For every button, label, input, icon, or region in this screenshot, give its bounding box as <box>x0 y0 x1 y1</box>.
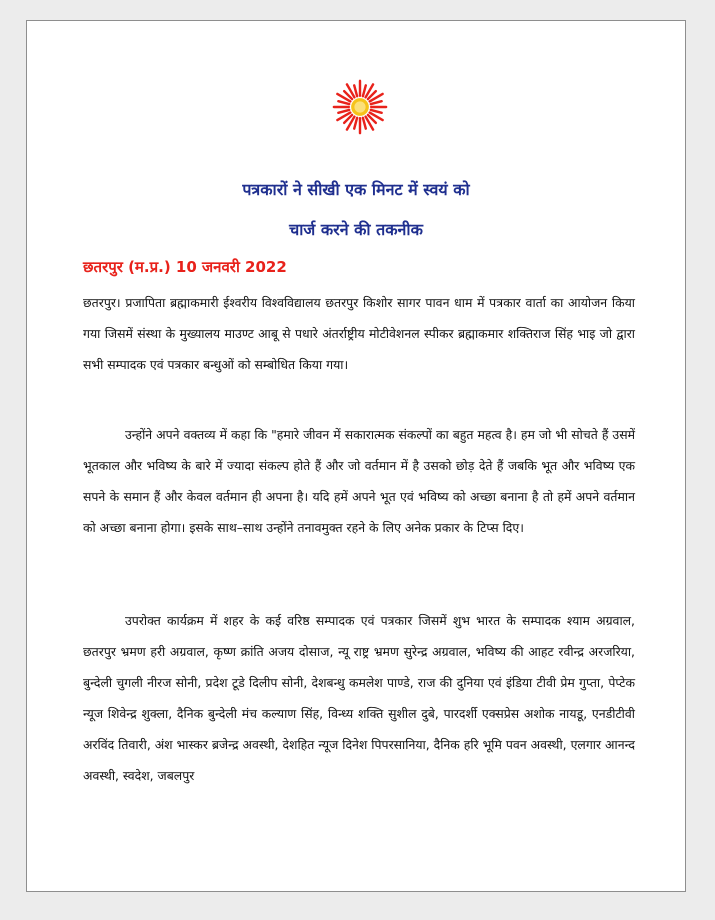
logo-ray <box>338 110 349 113</box>
logo-ray <box>354 118 357 129</box>
paragraph-2: उन्होंने अपने वक्तव्य में कहा कि "हमारे जीवन में सकारात्मक संकल्पों का बहुत महत्व है। हम जो भी सोचते हैं उसमें भूतकाल और भविष्य के बारे में ज्यादा संकल्प होते हैं और जो वर्तमान में है उसको छोड़ देते हैं जबकि भूत और भविष्य एक सपने के समान हैं और केवल वर्तमान ही अपना है। यदि हमें अपने भूत एवं भविष्य को अच्छा बनाना है तो हमें अपने वर्तमान को अच्छा बनाना होगा। इसके साथ–साथ उन्होंने तनावमुक्त रहने के लिए अनेक प्रकार के टिप्स दिए। <box>83 427 635 535</box>
dateline: छतरपुर (म.प्र.) 10 जनवरी 2022 <box>83 258 287 276</box>
paragraph-1: छतरपुर। प्रजापिता ब्रह्माकमारी ईश्वरीय विश्वविद्यालय छतरपुर किशोर सागर पावन धाम में पत्रकार वार्ता का आयोजन किया गया जिसमें संस्था के मुख्यालय माउण्ट आबू से पधारे अंतर्राष्ट्रीय मोटीवेशनल स्पीकर ब्रह्माकमार शक्तिराज सिंह भाइ जो द्वारा सभी सम्पादक एवं पत्रकार बन्धुओं को सम्बोधित किया गया। <box>83 295 635 372</box>
paragraph-3: उपरोक्त कार्यक्रम में शहर के कई वरिष्ठ सम्पादक एवं पत्रकार जिसमें शुभ भारत के सम्पादक श्याम अग्रवाल, छतरपुर भ्रमण हरी अग्रवाल, कृष्ण क्रांति अजय दोसाज, न्यू राष्ट्र भ्रमण सुरेन्द्र अग्रवाल, भविष्य की आहट रवीन्द्र अरजरिया, बुन्देली चुगली नीरज सोनी, प्रदेश टूडे दिलीप सोनी, देशबन्धु कमलेश पाण्डे, राज की दुनिया एवं इंडिया टीवी प्रेम गुप्ता, पेप्टेक न्यूज शिवेन्द्र शुक्ला, दैनिक बुन्देली मंच कल्याण सिंह, विन्ध्य शक्ति सुशील दुबे, पारदर्शी एक्सप्रेस अशोक नायडू, एनडीटीवी अरविंद तिवारी, अंश भास्कर ब्रजेन्द्र अवस्थी, देशहित न्यूज दिनेश पिपरसानिया, दैनिक हरि भूमि पवन अवस्थी, एलगार आनन्द अवस्थी, स्वदेश, जबलपुर <box>83 613 635 783</box>
headline-line-2: चार्ज करने की तकनीक <box>289 220 423 239</box>
headline-line-1: पत्रकारों ने सीखी एक मिनट में स्वयं को <box>242 180 470 199</box>
logo-ray <box>371 101 382 104</box>
logo-ray <box>363 118 366 129</box>
logo-ray <box>354 85 357 96</box>
document-page <box>26 20 686 892</box>
logo-ray <box>363 85 366 96</box>
logo-ray <box>338 101 349 104</box>
logo-ray <box>371 110 382 113</box>
sunburst-logo-icon <box>332 79 388 135</box>
